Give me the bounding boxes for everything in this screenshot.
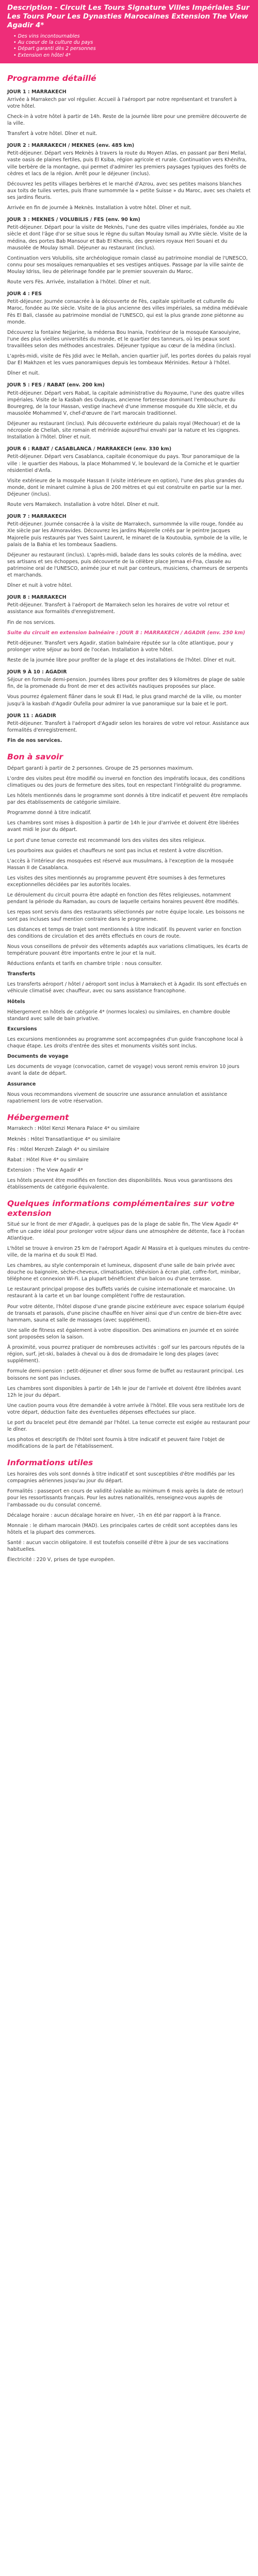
paragraph: Fès : Hôtel Menzeh Zalagh 4* ou similaire (7, 1146, 109, 1153)
bold-note: Hôtels (7, 998, 25, 1005)
bold-note: Transferts (7, 971, 36, 977)
paragraph: Extension : The View Agadir 4* (7, 1167, 83, 1173)
paragraph: L'accès à l'intérieur des mosquées est réservé aux musulmans, à l'exception de la mosquée Hassan II de Casablanca. (7, 858, 234, 871)
paragraph: L'ordre des visites peut être modifié ou inversé en fonction des impératifs locaux, des conditions climatiques ou des jours de fermeture des sites, tout en respectant l'intégralité du programme. (7, 775, 245, 788)
day-heading: JOUR 4 : FES (7, 291, 42, 297)
paragraph: Les photos et descriptifs de l'hôtel sont fournis à titre indicatif et peuvent faire l'objet de modifications de la part de l'établissement. (7, 1437, 225, 1450)
highlights-list (7, 33, 251, 59)
paragraph: Une caution pourra vous être demandée à votre arrivée à l'hôtel. Elle vous sera restituée lors de votre départ, déduction faite des éventuelles dépenses effectuées sur place. (7, 1402, 245, 1415)
day-heading: JOUR 2 : MARRAKECH / MEKNES (env. 485 km) (7, 143, 135, 149)
paragraph: Le port du bracelet peut être demandé par l'hôtel. La tenue correcte est exigée au restaurant pour le dîner. (7, 1420, 250, 1433)
paragraph: Les hôtels mentionnés dans le programme sont donnés à titre indicatif et peuvent être remplacés par des établissements de catégorie similaire. (7, 793, 248, 806)
paragraph: Les transferts aéroport / hôtel / aéroport sont inclus à Marrakech et à Agadir. Ils sont effectués en véhicule climatisé avec chauffeur, avec ou sans assistance francophone. (7, 981, 247, 994)
paragraph: Petit-déjeuner. Départ vers Meknès à travers la route du Moyen Atlas, en passant par Beni Mellal, vaste oasis de plaines fertiles, puis El Ksiba, région agricole et rurale. Continuation vers Khénifra, ville berbère de la montagne, qui permet d'admirer les premiers paysages typiques des forêts de cèdres et lacs de la région. Arrêt pour le déjeuner (inclus). (7, 150, 247, 177)
bold-note: Fin de nos services. (7, 738, 62, 744)
paragraph: Déjeuner au restaurant (inclus). L'après-midi, balade dans les souks colorés de la médina, avec ses artisans et ses échoppes, puis découverte de la célèbre place Jemaa el-Fna, classée au patrimoine oral de l'UNESCO, animée jour et nuit par conteurs, musiciens, charmeurs de serpents et marchands. (7, 552, 248, 579)
highlight-item: • Des vins incontournables (13, 33, 251, 40)
section (7, 74, 251, 744)
paragraph: L'hôtel se trouve à environ 25 km de l'aéroport Agadir Al Massira et à quelques minutes du centre-ville, de la marina et du souk El Had. (7, 1245, 250, 1258)
day-heading: JOUR 1 : MARRAKECH (7, 89, 67, 95)
highlight-item: • Au coeur de la culture du pays (13, 40, 251, 46)
bold-note: Assurance (7, 1081, 36, 1087)
paragraph: Route vers Fès. Arrivée, installation à l'hôtel. Dîner et nuit. (7, 279, 151, 285)
paragraph: Les distances et temps de trajet sont mentionnés à titre indicatif. Ils peuvent varier en fonction des conditions de circulation et des arrêts effectués en cours de route. (7, 926, 241, 939)
paragraph: Les documents de voyage (convocation, carnet de voyage) vous seront remis environ 10 jours avant la date de départ. (7, 1064, 239, 1077)
paragraph: Les hôtels peuvent être modifiés en fonction des disponibilités. Nous vous garantissons des établissements de catégorie équivalente. (7, 1178, 233, 1191)
paragraph: Petit-déjeuner. Départ vers Casablanca, capitale économique du pays. Tour panoramique de la ville : le quartier des Habous, la place Mohammed V, le boulevard de la Corniche et le quartier résidentiel d'Anfa. (7, 454, 240, 473)
paragraph: Check-in à votre hôtel à partir de 14h. Reste de la journée libre pour une première découverte de la ville. (7, 113, 247, 127)
paragraph: Les repas sont servis dans des restaurants sélectionnés par notre équipe locale. Les boissons ne sont pas incluses sauf mention contraire dans le programme. (7, 909, 245, 922)
paragraph: L'après-midi, visite de Fès Jdid avec le Mellah, ancien quartier juif, les portes dorées du palais royal Dar El Makhzen et les vues panoramiques depuis les tombeaux Mérinides. Retour à l'hôtel. (7, 353, 251, 366)
page-content (0, 63, 258, 1572)
bold-note: Excursions (7, 1026, 37, 1032)
paragraph: Rabat : Hôtel Rive 4* ou similaire (7, 1157, 89, 1163)
day-heading: JOUR 3 : MEKNES / VOLUBILIS / FES (env. 90 km) (7, 217, 140, 223)
paragraph: Situé sur le front de mer d'Agadir, à quelques pas de la plage de sable fin, The View Agadir 4* offre un cadre idéal pour prolonger votre séjour dans une atmosphère de détente, face à l'océan Atlantique. (7, 1222, 245, 1241)
section-title: Programme détaillé (7, 74, 96, 83)
paragraph: Transfert à votre hôtel. Dîner et nuit. (7, 131, 98, 137)
paragraph: Les horaires des vols sont donnés à titre indicatif et sont susceptibles d'être modifiés par les compagnies aériennes jusqu'au jour du départ. (7, 1471, 235, 1484)
paragraph: Électricité : 220 V, prises de type européen. (7, 1557, 115, 1563)
paragraph: Déjeuner au restaurant (inclus). Puis découverte extérieure du palais royal (Mechouar) et de la nécropole de Chellah, site romain et mérinide aujourd'hui envahi par la nature et les cigognes. Installation à l'hôtel. Dîner et nuit. (7, 420, 240, 440)
paragraph: Les chambres, au style contemporain et lumineux, disposent d'une salle de bain privée avec douche ou baignoire, sèche-cheveux, climatisation, télévision à écran plat, coffre-fort, minibar, téléphone et connexion Wi-Fi. La plupart bénéficient d'un balcon ou d'une terrasse. (7, 1262, 241, 1282)
paragraph: Monnaie : le dirham marocain (MAD). Les principales cartes de crédit sont acceptées dans les hôtels et la plupart des commerces. (7, 1522, 237, 1535)
extension-heading: Suite du circuit en extension balnéaire : JOUR 8 : MARRAKECH / AGADIR (env. 250 km) (7, 630, 246, 636)
paragraph: Les chambres sont mises à disposition à partir de 14h le jour d'arrivée et doivent être libérées avant midi le jour du départ. (7, 820, 239, 833)
day-heading: JOUR 6 : RABAT / CASABLANCA / MARRAKECH (env. 330 km) (7, 446, 172, 452)
section (7, 752, 251, 1105)
paragraph: Dîner et nuit. (7, 370, 40, 377)
highlight-item: • Départ garanti dès 2 personnes (13, 46, 251, 52)
paragraph: Les pourboires aux guides et chauffeurs ne sont pas inclus et restent à votre discrétion. (7, 848, 223, 854)
day-heading: JOUR 7 : MARRAKECH (7, 514, 67, 520)
paragraph: Séjour en formule demi-pension. Journées libres pour profiter des 9 kilomètres de plage de sable fin, de la promenade du front de mer et des activités nautiques proposées sur place. (7, 677, 245, 690)
paragraph: Une salle de fitness est également à votre disposition. Des animations en journée et en soirée sont proposées selon la saison. (7, 1327, 239, 1340)
day-heading: JOUR 8 : MARRAKECH (7, 595, 67, 601)
page-header (0, 0, 258, 63)
bold-note: Documents de voyage (7, 1054, 69, 1060)
paragraph: Meknès : Hôtel Transatlantique 4* ou similaire (7, 1136, 120, 1142)
paragraph: Découvrez la fontaine Nejjarine, la médersa Bou Inania, l'extérieur de la mosquée Karaouiyine, l'une des plus vieilles universités du monde, et le quartier des tanneurs, où les peaux sont travaillées selon des méthodes ancestrales. Déjeuner typique au cœur de la médina (inclus). (7, 329, 241, 349)
paragraph: Hébergement en hôtels de catégorie 4* (normes locales) ou similaires, en chambre double standard avec salle de bain privative. (7, 1009, 230, 1022)
section-title: Hébergement (7, 1112, 69, 1122)
section-title: Quelques informations complémentaires sur votre extension (7, 1199, 235, 1218)
paragraph: Petit-déjeuner. Transfert vers Agadir, station balnéaire réputée sur la côte atlantique, pour y prolonger votre séjour au bord de l'océan. Installation à votre hôtel. (7, 640, 234, 653)
paragraph: Petit-déjeuner. Transfert à l'aéroport d'Agadir selon les horaires de votre vol retour. Assistance aux formalités d'enregistrement. (7, 720, 249, 733)
paragraph: Le restaurant principal propose des buffets variés de cuisine internationale et marocaine. Un restaurant à la carte et un bar lounge complètent l'offre de restauration. (7, 1286, 235, 1299)
paragraph: Décalage horaire : aucun décalage horaire en hiver, -1h en été par rapport à la France. (7, 1512, 221, 1518)
section (7, 1199, 251, 1450)
paragraph: Nous vous recommandons vivement de souscrire une assurance annulation et assistance rapatriement lors de votre réservation. (7, 1091, 228, 1104)
paragraph: Découvrez les petits villages berbères et le marché d'Azrou, avec ses petites maisons blanches aux toits de tuiles vertes, puis Ifrane surnommée la « petite Suisse » du Maroc, avec ses chalets et ses jardins fleuris. (7, 181, 251, 201)
paragraph: Formalités : passeport en cours de validité (valable au minimum 6 mois après la date de retour) pour les ressortissants français. Pour les autres nationalités, renseignez-vous auprès de l'ambassade ou du consulat concerné. (7, 1488, 244, 1508)
paragraph: Programme donné à titre indicatif. (7, 810, 91, 816)
paragraph: Marrakech : Hôtel Kenzi Menara Palace 4* ou similaire (7, 1126, 140, 1132)
day-heading: JOUR 5 : FES / RABAT (env. 200 km) (7, 382, 105, 388)
paragraph: Les chambres sont disponibles à partir de 14h le jour de l'arrivée et doivent être libérées avant 12h le jour du départ. (7, 1385, 241, 1398)
paragraph: Arrivée en fin de journée à Meknès. Installation à votre hôtel. Dîner et nuit. (7, 205, 192, 211)
paragraph: Pour votre détente, l'hôtel dispose d'une grande piscine extérieure avec espace solarium équipé de transats et parasols, d'une piscine chauffée en hiver ainsi que d'un centre de bien-être avec hammam, sauna et salle de massages (avec supplément). (7, 1303, 245, 1323)
paragraph: Arrivée à Marrakech par vol régulier. Accueil à l'aéroport par notre représentant et transfert à votre hôtel. (7, 96, 237, 109)
day-heading: JOUR 11 : AGADIR (7, 713, 56, 719)
paragraph: Formule demi-pension : petit-déjeuner et dîner sous forme de buffet au restaurant principal. Les boissons ne sont pas incluses. (7, 1368, 244, 1381)
paragraph: Route vers Marrakech. Installation à votre hôtel. Dîner et nuit. (7, 502, 159, 508)
paragraph: Santé : aucun vaccin obligatoire. Il est toutefois conseillé d'être à jour de ses vaccinations habituelles. (7, 1539, 229, 1553)
paragraph: Départ garanti à partir de 2 personnes. Groupe de 25 personnes maximum. (7, 765, 194, 771)
paragraph: À proximité, vous pourrez pratiquer de nombreuses activités : golf sur les parcours réputés de la région, surf, jet-ski, balades à cheval ou à dos de dromadaire le long des plages (avec supplément). (7, 1345, 245, 1364)
paragraph: Nous vous conseillons de prévoir des vêtements adaptés aux variations climatiques, les écarts de température pouvant être importants entre le jour et la nuit. (7, 943, 248, 957)
paragraph: Petit-déjeuner. Départ pour la visite de Meknès, l'une des quatre villes impériales, fondée au XIe siècle et dont l'âge d'or se situe sous le règne du sultan Moulay Ismaïl au XVIIe siècle. Visite de la médina, des portes Bab Mansour et Bab El Khemis, des greniers royaux Heri Souani et du mausolée de Moulay Ismaïl. Déjeuner au restaurant (inclus). (7, 225, 247, 251)
paragraph: Petit-déjeuner. Transfert à l'aéroport de Marrakech selon les horaires de votre vol retour et assistance aux formalités d'enregistrement. (7, 602, 230, 615)
paragraph: Fin de nos services. (7, 619, 56, 625)
paragraph: Reste de la journée libre pour profiter de la plage et des installations de l'hôtel. Dîner et nuit. (7, 657, 236, 664)
day-heading: JOUR 9 À 10 : AGADIR (7, 669, 67, 675)
paragraph: Petit-déjeuner. Journée consacrée à la visite de Marrakech, surnommée la ville rouge, fondée au XIe siècle par les Almoravides. Découvrez les jardins Majorelle créés par le peintre Jacques Majorelle puis restaurés par Yves Saint Laurent, le minaret de la Koutoubia, symbole de la ville, le palais de la Bahia et les tombeaux Saadiens. (7, 521, 248, 548)
paragraph: Le port d'une tenue correcte est recommandé lors des visites des sites religieux. (7, 837, 206, 843)
paragraph: Dîner et nuit à votre hôtel. (7, 583, 73, 589)
page-title: Description - Circuit Les Tours Signature Villes Impériales Sur Les Tours Pour Les Dynasties Marocaines Extension The View Agadir 4* (7, 4, 250, 29)
paragraph: Les excursions mentionnées au programme sont accompagnées d'un guide francophone local à chaque étape. Les droits d'entrée des sites et monuments visités sont inclus. (7, 1037, 243, 1049)
paragraph: Le déroulement du circuit pourra être adapté en fonction des fêtes religieuses, notamment pendant la période du Ramadan, au cours de laquelle certains horaires peuvent être modifiés. (7, 892, 239, 905)
paragraph: Réductions enfants et tarifs en chambre triple : nous consulter. (7, 961, 163, 967)
paragraph: Continuation vers Volubilis, site archéologique romain classé au patrimoine mondial de l'UNESCO, connu pour ses mosaïques remarquables et ses vestiges antiques. Passage par la ville sainte de Moulay Idriss, lieu de pèlerinage fondée par le premier souverain du Maroc. (7, 255, 248, 275)
paragraph: Vous pourrez également flâner dans le souk El Had, le plus grand marché de la ville, ou monter jusqu'à la kasbah d'Agadir Oufella pour admirer la vue panoramique sur la baie et le port. (7, 694, 241, 707)
section (7, 1113, 251, 1191)
section (7, 1458, 251, 1563)
paragraph: Petit-déjeuner. Journée consacrée à la découverte de Fès, capitale spirituelle et culturelle du Maroc, fondée au IXe siècle. Visite de la plus ancienne des villes impériales, sa médina médiévale Fès El Bali, classée au patrimoine mondial de l'UNESCO, qui est la plus grande zone piétonne au monde. (7, 299, 248, 325)
paragraph: Visite extérieure de la mosquée Hassan II (visite intérieure en option), l'une des plus grandes du monde, dont le minaret culmine à plus de 200 mètres et qui est construite en partie sur la mer. Déjeuner (inclus). (7, 478, 244, 497)
section-title: Bon à savoir (7, 752, 63, 762)
highlight-item: • Extension en hôtel 4* (13, 53, 251, 59)
paragraph: Les visites des sites mentionnés au programme peuvent être soumises à des fermetures exceptionnelles décidées par les autorités locales. (7, 875, 225, 888)
paragraph: Petit-déjeuner. Départ vers Rabat, la capitale administrative du Royaume, l'une des quatre villes impériales. Visite de la Kasbah des Oudayas, ancienne forteresse dominant l'embouchure du Bouregreg, de la tour Hassan, vestige inachevé d'une immense mosquée du XIIe siècle, et du mausolée Mohammed V, chef-d'œuvre de l'art marocain traditionnel. (7, 390, 244, 416)
section-title: Informations utiles (7, 1458, 93, 1468)
